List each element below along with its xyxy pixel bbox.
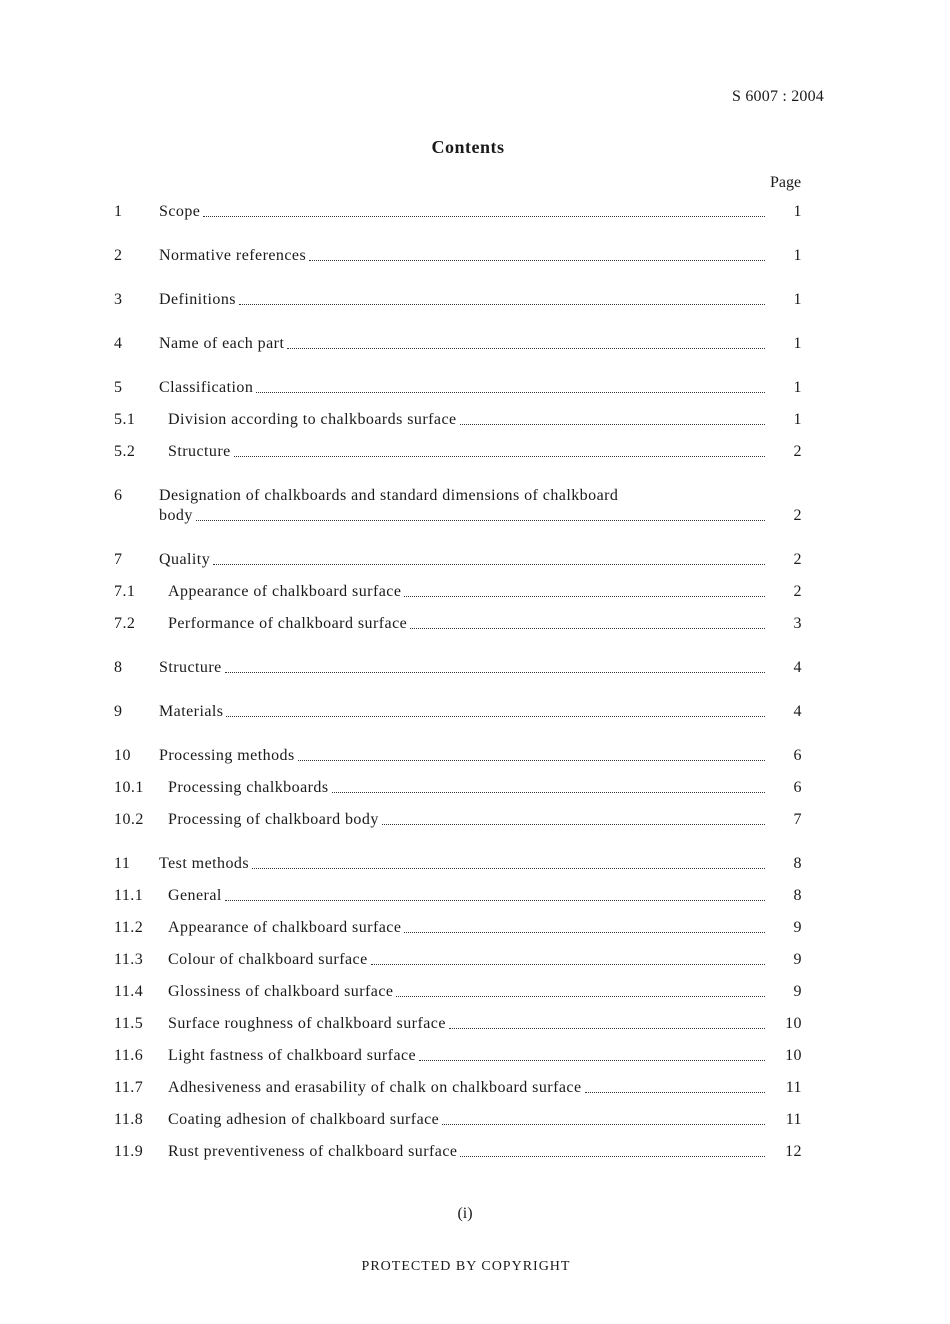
section-number: 5.1	[114, 411, 136, 428]
section-title: Structure	[168, 443, 231, 460]
section-number: 3	[114, 291, 123, 308]
dot-leader	[298, 759, 765, 761]
page-number: 1	[793, 335, 802, 352]
section-number: 11.1	[114, 887, 144, 904]
page-column-header: Page	[770, 174, 802, 191]
section-title: Processing methods	[159, 747, 295, 764]
section-number: 11.5	[114, 1015, 144, 1032]
page-number: 2	[793, 551, 802, 568]
dot-leader	[442, 1123, 765, 1125]
page-number: 2	[793, 507, 802, 524]
page-number: 7	[793, 811, 802, 828]
section-title: Light fastness of chalkboard surface	[168, 1047, 417, 1064]
section-title: Definitions	[159, 291, 236, 308]
page-number: 1	[793, 379, 802, 396]
dot-leader	[256, 391, 765, 393]
dot-leader	[585, 1091, 765, 1093]
section-title: General	[168, 887, 222, 904]
section-number: 11.7	[114, 1079, 144, 1096]
section-number: 6	[114, 487, 123, 504]
section-number: 11.6	[114, 1047, 144, 1064]
section-title: Test methods	[159, 855, 250, 872]
dot-leader	[196, 519, 765, 521]
section-title: Materials	[159, 703, 224, 720]
section-number: 11.8	[114, 1111, 144, 1128]
section-number: 1	[114, 203, 123, 220]
section-number: 10.1	[114, 779, 144, 796]
section-title: Glossiness of chalkboard surface	[168, 983, 394, 1000]
section-number: 10.2	[114, 811, 144, 828]
section-title: Structure	[159, 659, 222, 676]
section-title-line1: Designation of chalkboards and standard dimensions of chalkboard	[159, 487, 619, 504]
section-number: 9	[114, 703, 123, 720]
dot-leader	[419, 1059, 765, 1061]
dot-leader	[225, 899, 765, 901]
section-number: 10	[114, 747, 131, 764]
page-number: 3	[793, 615, 802, 632]
page-number: 6	[793, 747, 802, 764]
dot-leader	[460, 423, 765, 425]
page-title: Contents	[431, 137, 505, 157]
dot-leader	[371, 963, 765, 965]
dot-leader	[410, 627, 765, 629]
dot-leader	[234, 455, 765, 457]
dot-leader	[226, 715, 765, 717]
section-title: Performance of chalkboard surface	[168, 615, 408, 632]
page-number: 1	[793, 291, 802, 308]
page-number: 9	[793, 919, 802, 936]
section-title: Surface roughness of chalkboard surface	[168, 1015, 446, 1032]
page-number: 11	[785, 1079, 802, 1096]
dot-leader	[449, 1027, 765, 1029]
dot-leader	[332, 791, 765, 793]
section-title: Adhesiveness and erasability of chalk on chalkboard surface	[168, 1079, 582, 1096]
dot-leader	[404, 595, 765, 597]
dot-leader	[225, 671, 765, 673]
page-number: 1	[793, 203, 802, 220]
page-number: 2	[793, 583, 802, 600]
section-number: 7	[114, 551, 123, 568]
page-number: 6	[793, 779, 802, 796]
section-number: 4	[114, 335, 123, 352]
dot-leader	[252, 867, 765, 869]
section-number: 11.3	[114, 951, 144, 968]
page-number: 2	[793, 443, 802, 460]
dot-leader	[396, 995, 765, 997]
dot-leader	[382, 823, 765, 825]
page-number: 8	[793, 855, 802, 872]
section-number: 11.4	[114, 983, 144, 1000]
dot-leader	[213, 563, 765, 565]
section-number: 5.2	[114, 443, 136, 460]
section-title: Normative references	[159, 247, 307, 264]
section-title: Processing chalkboards	[168, 779, 329, 796]
section-title: Colour of chalkboard surface	[168, 951, 368, 968]
section-number: 7.2	[114, 615, 136, 632]
section-title: Coating adhesion of chalkboard surface	[168, 1111, 440, 1128]
dot-leader	[404, 931, 765, 933]
section-title: Quality	[159, 551, 211, 568]
section-number: 11.2	[114, 919, 144, 936]
dot-leader	[460, 1155, 765, 1157]
dot-leader	[287, 347, 765, 349]
page-number: 9	[793, 983, 802, 1000]
page-number: 10	[785, 1015, 802, 1032]
section-title: Rust preventiveness of chalkboard surface	[168, 1143, 458, 1160]
document-code: S 6007 : 2004	[732, 88, 824, 105]
page-number: 4	[793, 703, 802, 720]
section-number: 5	[114, 379, 123, 396]
section-number: 11.9	[114, 1143, 144, 1160]
page-number: 4	[793, 659, 802, 676]
section-title: Appearance of chalkboard surface	[168, 919, 402, 936]
dot-leader	[203, 215, 765, 217]
page-number: 1	[793, 247, 802, 264]
section-number: 7.1	[114, 583, 136, 600]
page-number: 9	[793, 951, 802, 968]
section-title: Name of each part	[159, 335, 285, 352]
page-number: 10	[785, 1047, 802, 1064]
section-title: Scope	[159, 203, 201, 220]
page-number: 8	[793, 887, 802, 904]
section-number: 11	[114, 855, 131, 872]
section-title-line2: body	[159, 507, 193, 524]
page-number: 1	[793, 411, 802, 428]
dot-leader	[309, 259, 765, 261]
section-title: Classification	[159, 379, 254, 396]
page-number: 12	[785, 1143, 802, 1160]
copyright-notice: PROTECTED BY COPYRIGHT	[361, 1259, 571, 1274]
section-title: Processing of chalkboard body	[168, 811, 379, 828]
footer-page-number: (i)	[457, 1205, 473, 1222]
page-number: 11	[785, 1111, 802, 1128]
section-title: Division according to chalkboards surface	[168, 411, 457, 428]
dot-leader	[239, 303, 765, 305]
section-number: 2	[114, 247, 123, 264]
section-number: 8	[114, 659, 123, 676]
section-title: Appearance of chalkboard surface	[168, 583, 402, 600]
